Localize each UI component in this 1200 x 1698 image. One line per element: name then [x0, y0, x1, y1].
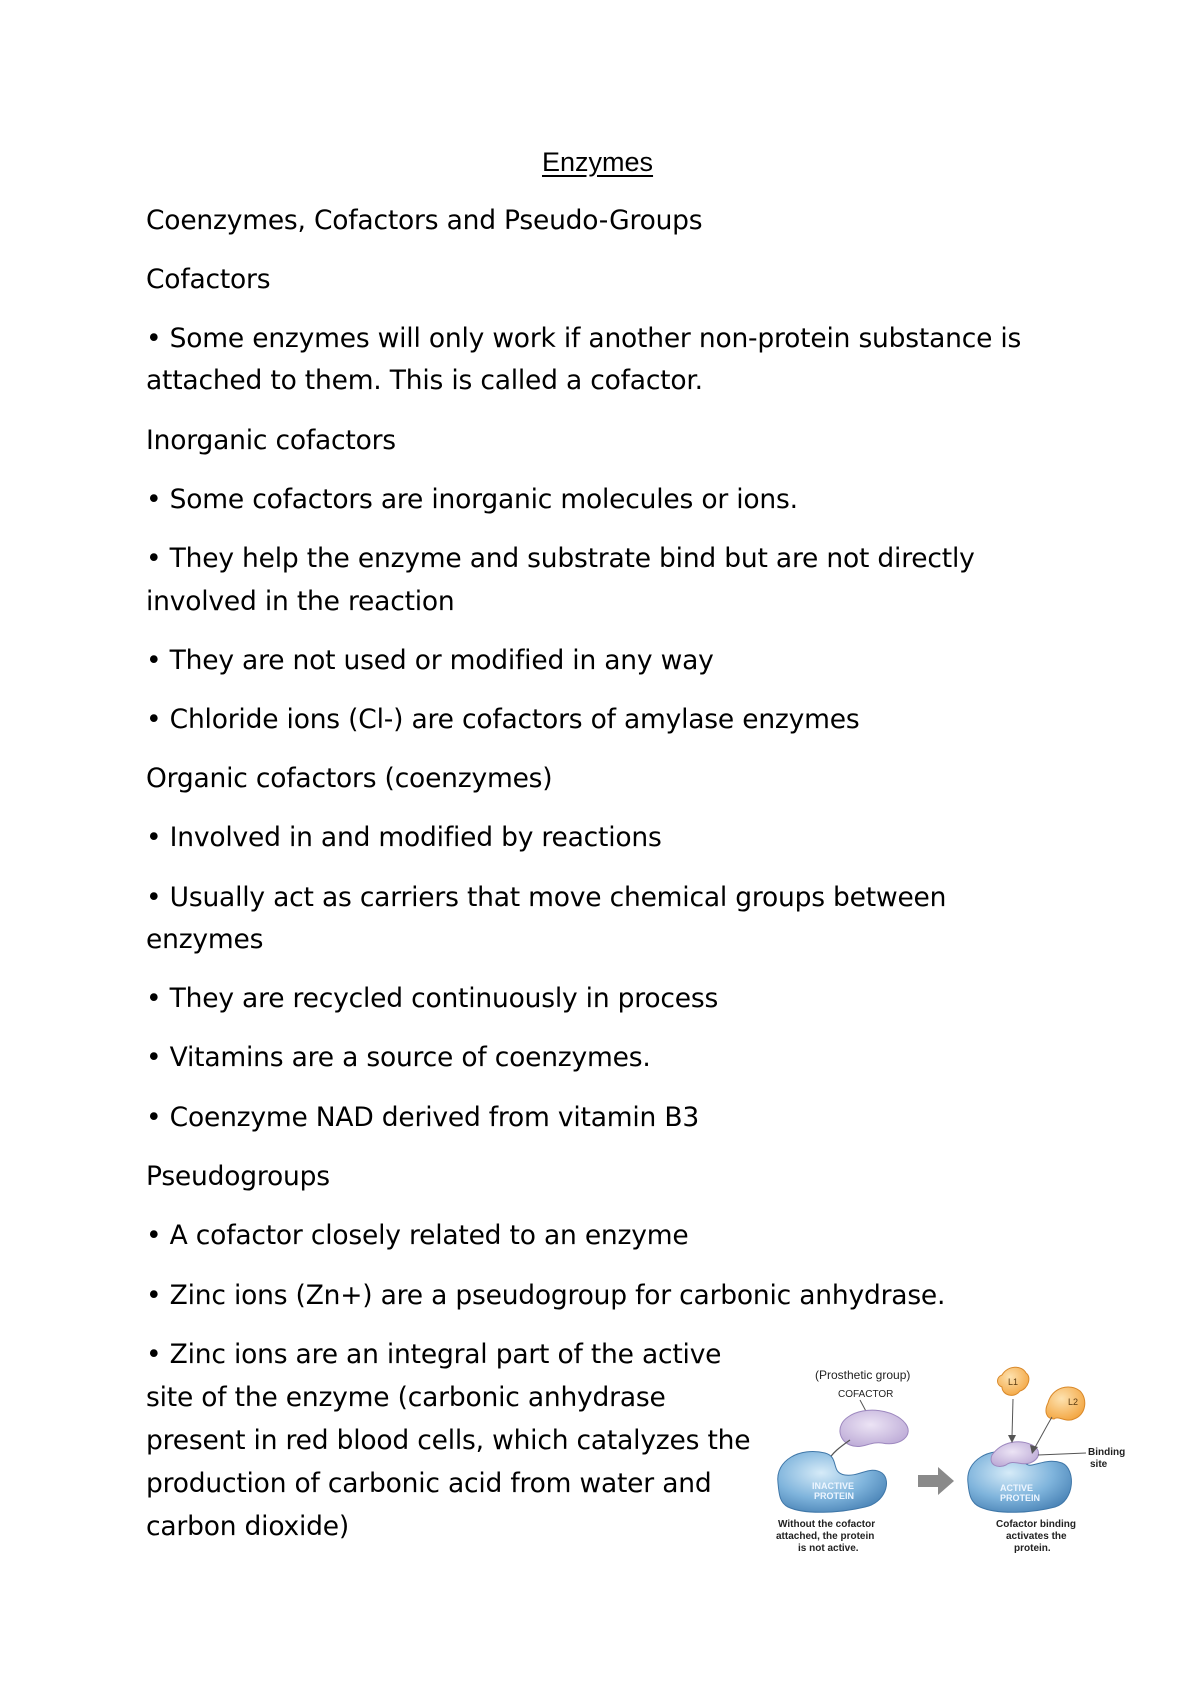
bullet-line: • Some enzymes will only work if another non-protein substance is — [146, 323, 1022, 354]
transition-arrow-icon — [918, 1467, 954, 1495]
text-line: site of the enzyme (carbonic anhydrase — [146, 1382, 666, 1413]
caption-right-2: activates the — [1006, 1531, 1067, 1542]
bullet-line: • They help the enzyme and substrate bind but are not directly — [146, 543, 975, 574]
subheading-inorganic: Inorganic cofactors — [146, 425, 396, 456]
page-title: Enzymes — [542, 147, 654, 177]
inactive-label-1: INACTIVE — [812, 1481, 855, 1491]
bullet-line: • Coenzyme NAD derived from vitamin B3 — [146, 1102, 700, 1133]
ligand-2-shape — [1046, 1387, 1085, 1420]
caption-left-1: Without the cofactor — [778, 1519, 876, 1530]
subheading-cofactors: Cofactors — [146, 264, 271, 295]
bullet-line: • They are recycled continuously in process — [146, 983, 719, 1014]
ligand-1-label: L1 — [1008, 1377, 1019, 1387]
binding-site-pointer — [1038, 1453, 1086, 1455]
section-heading: Coenzymes, Cofactors and Pseudo-Groups — [146, 205, 703, 236]
bullet-line: • Zinc ions (Zn+) are a pseudogroup for carbonic anhydrase. — [146, 1280, 946, 1311]
binding-site-label-2: site — [1090, 1459, 1108, 1470]
text-line: carbon dioxide) — [146, 1511, 350, 1542]
bullet-line: • They are not used or modified in any way — [146, 645, 714, 676]
subheading-organic: Organic cofactors (coenzymes) — [146, 763, 553, 794]
caption-left-2: attached, the protein — [776, 1531, 875, 1542]
text-line: attached to them. This is called a cofactor. — [146, 365, 703, 396]
text-line: present in red blood cells, which catalyzes the — [146, 1425, 751, 1456]
cofactor-binding-figure — [770, 1355, 1150, 1565]
free-cofactor-shape — [840, 1410, 908, 1446]
active-label-1: ACTIVE — [1000, 1483, 1034, 1493]
subheading-pseudogroups: Pseudogroups — [146, 1161, 330, 1192]
text-line: involved in the reaction — [146, 586, 455, 617]
bullet-line: • Zinc ions are an integral part of the active — [146, 1339, 722, 1370]
text-line: production of carbonic acid from water and — [146, 1468, 712, 1499]
bullet-line: • Involved in and modified by reactions — [146, 822, 662, 853]
bullet-line: • A cofactor closely related to an enzyme — [146, 1220, 689, 1251]
binding-site-label-1: Binding — [1088, 1447, 1126, 1458]
prosthetic-group-label: (Prosthetic group) — [815, 1368, 911, 1382]
ligand-2-label: L2 — [1068, 1397, 1079, 1407]
active-label-2: PROTEIN — [1000, 1493, 1041, 1503]
bullet-line: • Some cofactors are inorganic molecules or ions. — [146, 484, 798, 515]
bullet-line: • Vitamins are a source of coenzymes. — [146, 1042, 651, 1073]
inactive-label-2: PROTEIN — [814, 1491, 855, 1501]
cofactor-label: COFACTOR — [838, 1389, 894, 1400]
text-line: enzymes — [146, 924, 264, 955]
bullet-line: • Usually act as carriers that move chemical groups between — [146, 882, 947, 913]
ligand-1-arrow-line — [1012, 1399, 1013, 1437]
caption-right-1: Cofactor binding — [996, 1519, 1076, 1530]
bullet-line: • Chloride ions (Cl-) are cofactors of amylase enzymes — [146, 704, 860, 735]
ligand-2-arrow-line — [1034, 1417, 1052, 1449]
caption-left-3: is not active. — [798, 1543, 859, 1554]
caption-right-3: protein. — [1014, 1543, 1051, 1554]
